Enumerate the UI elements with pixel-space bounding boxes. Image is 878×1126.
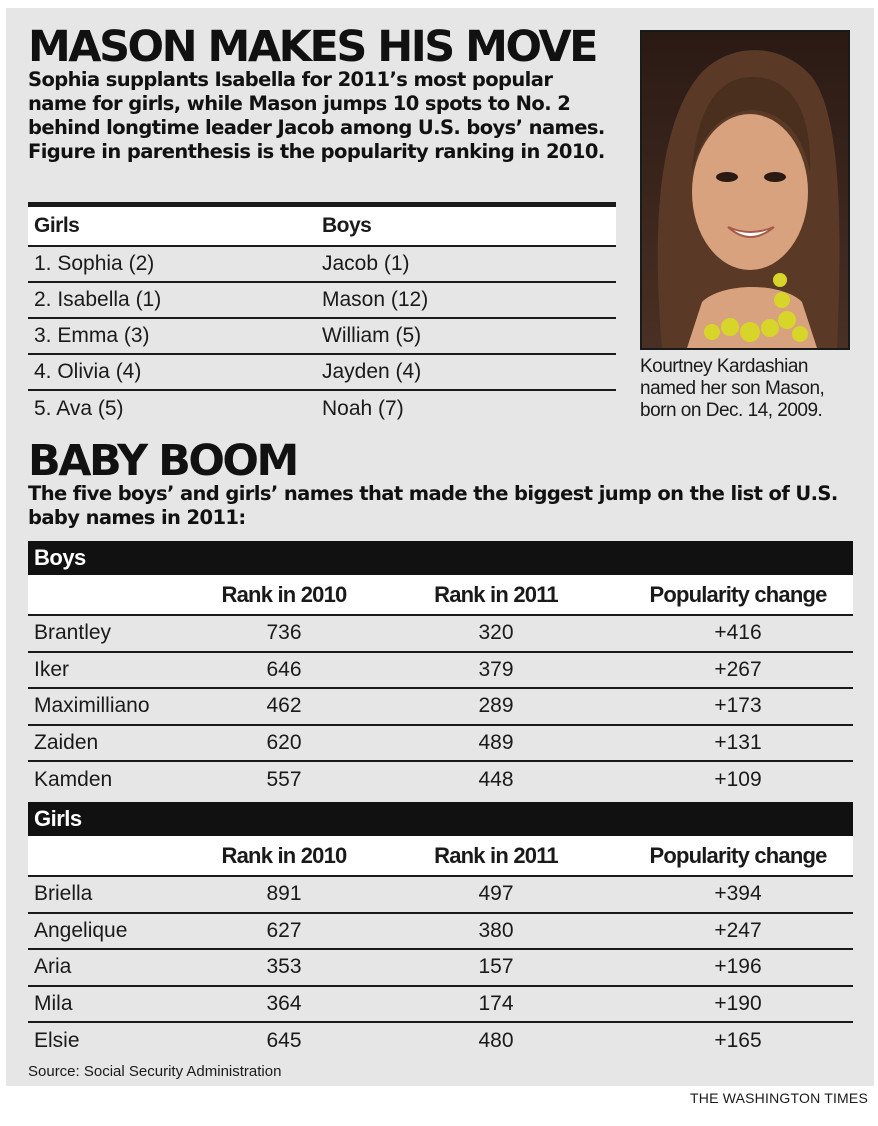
girls-section-bar: Girls — [28, 802, 853, 836]
rank-2010-cell: 627 — [266, 918, 302, 942]
boy-name: Jayden (4) — [322, 360, 422, 383]
boy-name: Mason (12) — [322, 288, 429, 311]
rank-2010-header: Rank in 2010 — [221, 842, 347, 868]
boys-header: Boys — [322, 214, 372, 237]
girls-header: Girls — [34, 214, 80, 237]
rank-2010-cell: 891 — [266, 882, 302, 906]
rank-2010-cell: 353 — [266, 955, 302, 979]
name-cell: Elsie — [34, 1029, 80, 1053]
table-header-row — [28, 207, 616, 247]
name-cell: Zaiden — [34, 730, 99, 754]
boy-name: Noah (7) — [322, 397, 404, 420]
rank-2010-cell: 557 — [266, 768, 302, 792]
change-cell: +173 — [714, 694, 762, 718]
rank-2011-cell: 497 — [478, 882, 514, 906]
table-row — [28, 319, 616, 355]
table-row — [28, 616, 853, 653]
rank-2011-cell: 448 — [478, 768, 514, 792]
photo-caption: Kourtney Kardashian named her son Mason, born on Dec. 14, 2009. — [640, 356, 825, 421]
popularity-change-header: Popularity change — [649, 842, 827, 868]
change-cell: +394 — [714, 882, 762, 906]
girl-name: 3. Emma (3) — [34, 324, 150, 347]
rank-2010-cell: 620 — [266, 730, 302, 754]
name-cell: Iker — [34, 657, 70, 681]
popularity-change-header: Popularity change — [649, 581, 827, 607]
rank-2010-cell: 364 — [266, 991, 302, 1015]
rank-2010-cell: 645 — [266, 1029, 302, 1053]
name-cell: Angelique — [34, 918, 128, 942]
table-row — [28, 689, 853, 726]
name-cell: Aria — [34, 955, 72, 979]
boy-name: Jacob (1) — [322, 252, 410, 275]
name-cell: Brantley — [34, 621, 112, 645]
rank-2010-cell: 646 — [266, 657, 302, 681]
rank-2011-cell: 380 — [478, 918, 514, 942]
rank-2010-header: Rank in 2010 — [221, 581, 347, 607]
change-cell: +196 — [714, 955, 762, 979]
table-row — [28, 950, 853, 987]
rank-2011-cell: 320 — [478, 621, 514, 645]
table-row — [28, 1023, 853, 1060]
rank-2011-cell: 157 — [478, 955, 514, 979]
name-cell: Kamden — [34, 768, 113, 792]
boys-section-bar: Boys — [28, 541, 853, 575]
table-row — [28, 653, 853, 690]
table-row — [28, 355, 616, 391]
table-row — [28, 391, 616, 427]
change-cell: +109 — [714, 768, 762, 792]
rank-2010-cell: 462 — [266, 694, 302, 718]
table-row — [28, 762, 853, 799]
section-intro: The five boys’ and girls’ names that made the biggest jump on the list of U.S. baby names in 2011: — [28, 482, 838, 529]
section-headline: BABY BOOM — [28, 436, 297, 486]
rank-2010-cell: 736 — [266, 621, 302, 645]
intro-text: Sophia supplants Isabella for 2011’s most popular name for girls, while Mason jumps 10 spots to No. 2 behind longtime leader Jacob among U.S. boys’ names. Figure in parenthesis is the popularity ranking in 2010. — [28, 68, 605, 163]
rank-2011-cell: 174 — [478, 991, 514, 1015]
top-names-table — [28, 207, 616, 427]
publisher-credit: THE WASHINGTON TIMES — [690, 1090, 868, 1106]
rank-2011-cell: 289 — [478, 694, 514, 718]
column-header-row — [28, 575, 853, 616]
girl-name: 5. Ava (5) — [34, 397, 124, 420]
table-row — [28, 914, 853, 951]
girl-name: 1. Sophia (2) — [34, 252, 155, 275]
table-row — [28, 283, 616, 319]
table-row — [28, 877, 853, 914]
table-row — [28, 247, 616, 283]
change-cell: +267 — [714, 657, 762, 681]
girl-name: 4. Olivia (4) — [34, 360, 142, 383]
name-cell: Mila — [34, 991, 73, 1015]
headline: MASON MAKES HIS MOVE — [28, 22, 597, 72]
girls-table — [28, 836, 853, 1060]
source-note: Source: Social Security Administration — [28, 1063, 282, 1080]
change-cell: +165 — [714, 1029, 762, 1053]
change-cell: +190 — [714, 991, 762, 1015]
change-cell: +416 — [714, 621, 762, 645]
boys-table — [28, 575, 853, 799]
portrait-photo — [640, 30, 850, 350]
change-cell: +247 — [714, 918, 762, 942]
rank-2011-header: Rank in 2011 — [434, 581, 558, 607]
rank-2011-cell: 480 — [478, 1029, 514, 1053]
table-row — [28, 726, 853, 763]
rank-2011-cell: 489 — [478, 730, 514, 754]
rank-2011-cell: 379 — [478, 657, 514, 681]
table-row — [28, 987, 853, 1024]
boy-name: William (5) — [322, 324, 422, 347]
portrait-illustration — [642, 32, 848, 348]
change-cell: +131 — [714, 730, 762, 754]
name-cell: Maximilliano — [34, 694, 150, 718]
column-header-row — [28, 836, 853, 877]
girl-name: 2. Isabella (1) — [34, 288, 162, 311]
rank-2011-header: Rank in 2011 — [434, 842, 558, 868]
name-cell: Briella — [34, 882, 93, 906]
